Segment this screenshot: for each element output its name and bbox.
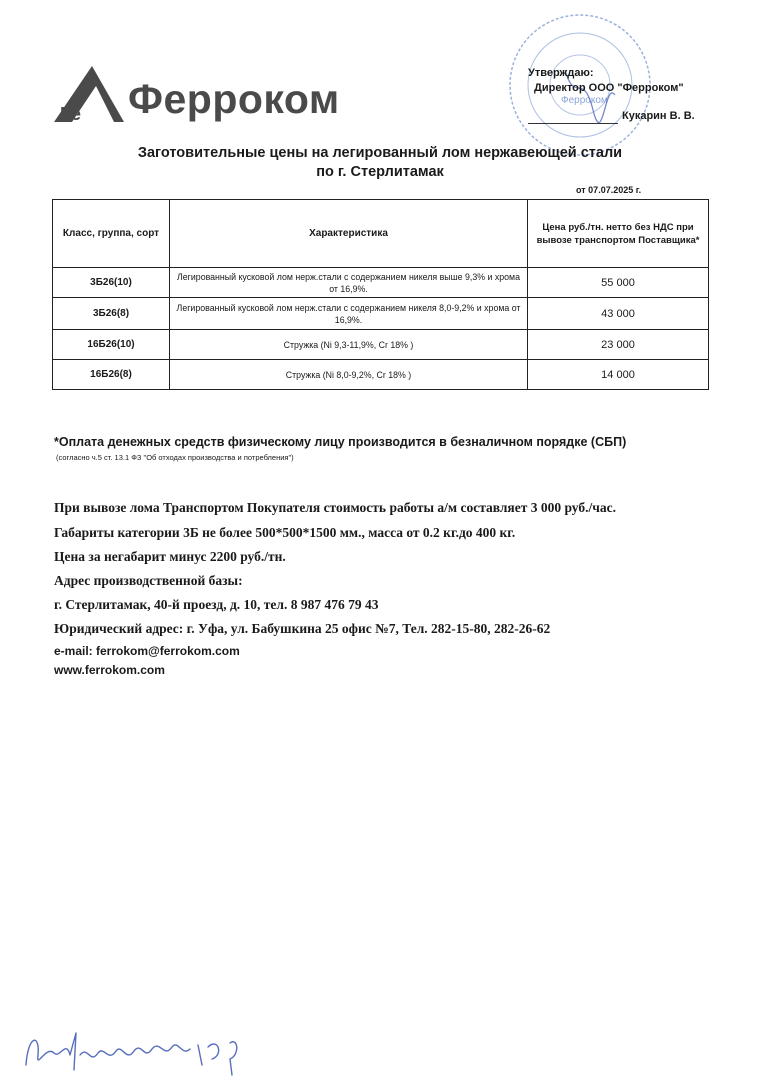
payment-law-reference: (согласно ч.5 ст. 13.1 ФЗ "Об отходах производства и потребления") <box>56 453 294 462</box>
logo-mark-text: Fe <box>60 104 82 124</box>
price-cell: 43 000 <box>528 298 709 330</box>
description-cell: Стружка (Ni 9,3-11,9%, Cr 18% ) <box>170 330 528 360</box>
approval-signer: Кукарин В. В. <box>622 110 695 122</box>
table-row <box>53 330 709 360</box>
condition-transport: При вывозе лома Транспортом Покупателя стоимость работы а/м составляет 3 000 руб./час. <box>54 500 616 515</box>
logo-name: Ферроком <box>128 76 340 122</box>
table-row <box>53 360 709 390</box>
approval-label: Утверждаю: <box>528 67 594 79</box>
grade-cell: 16Б26(10) <box>53 330 170 360</box>
price-cell: 55 000 <box>528 268 709 298</box>
email-link[interactable]: e-mail: ferrokom@ferrokom.com <box>54 644 240 658</box>
grade-cell: 3Б26(10) <box>53 268 170 298</box>
payment-note: *Оплата денежных средств физическому лицу производится в безналичном порядке (СБП) <box>54 435 627 449</box>
price-cell: 14 000 <box>528 360 709 390</box>
title-line-2: по г. Стерлитамак <box>316 164 444 180</box>
approval-director: Директор ООО "Ферроком" <box>534 82 684 94</box>
title-line-1: Заготовительные цены на легированный лом нержавеющей стали <box>137 145 623 161</box>
condition-oversize: Цена за негабарит минус 2200 руб./тн. <box>54 549 286 564</box>
document-date: от 07.07.2025 г. <box>576 185 642 195</box>
grade-cell: 16Б26(8) <box>53 360 170 390</box>
price-table <box>52 199 709 390</box>
base-address: г. Стерлитамак, 40-й проезд, д. 10, тел. 8 987 476 79 43 <box>54 597 379 612</box>
base-address-label: Адрес производственной базы: <box>54 573 243 588</box>
header-characteristic: Характеристика <box>170 200 528 268</box>
description-cell: Легированный кусковой лом нерж.стали с содержанием никеля выше 9,3% и хрома от 16,9%. <box>170 268 528 298</box>
description-cell: Легированный кусковой лом нерж.стали с содержанием никеля 8,0-9,2% и хрома от 16,9%. <box>170 298 528 330</box>
header-grade: Класс, группа, сорт <box>53 200 170 268</box>
description-cell: Стружка (Ni 8,0-9,2%, Cr 18% ) <box>170 360 528 390</box>
table-row <box>53 298 709 330</box>
condition-dimensions: Габариты категории 3Б не более 500*500*1500 мм., масса от 0.2 кг.до 400 кг. <box>54 525 516 540</box>
table-header-row <box>53 200 709 268</box>
signature-line <box>528 123 618 124</box>
stamp-text: Ферроком <box>561 95 608 106</box>
header-price: Цена руб./тн. нетто без НДС при вывозе транспортом Поставщика* <box>528 200 709 268</box>
grade-cell: 3Б26(8) <box>53 298 170 330</box>
document-title <box>60 144 700 182</box>
price-cell: 23 000 <box>528 330 709 360</box>
website-link[interactable]: www.ferrokom.com <box>54 663 165 677</box>
handwritten-signature-icon <box>18 1025 258 1080</box>
legal-address: Юридический адрес: г. Уфа, ул. Бабушкина 25 офис №7, Тел. 282-15-80, 282-26-62 <box>54 621 551 636</box>
table-row <box>53 268 709 298</box>
